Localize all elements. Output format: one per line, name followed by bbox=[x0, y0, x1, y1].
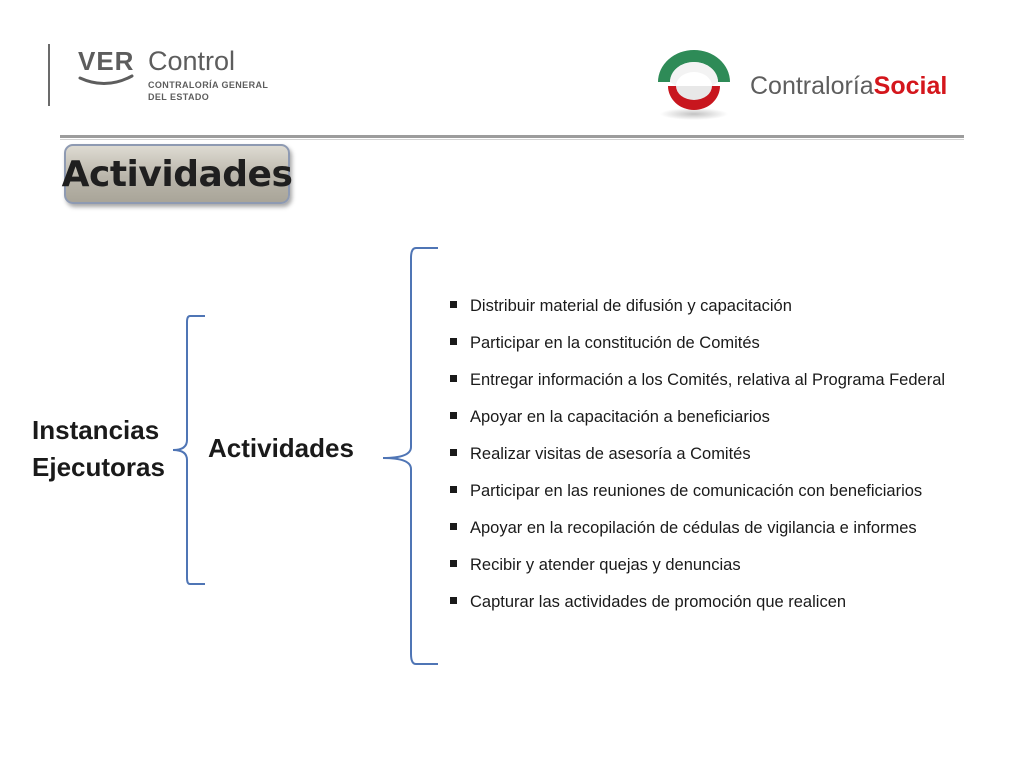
wordmark-part2: Social bbox=[873, 72, 948, 100]
list-item bbox=[450, 406, 945, 443]
square-bullet-icon bbox=[450, 412, 457, 419]
ver-logo-line1: CONTRALORÍA GENERAL bbox=[148, 80, 269, 90]
brace-small bbox=[173, 316, 205, 584]
square-bullet-icon bbox=[450, 560, 457, 567]
activities-list bbox=[450, 295, 945, 628]
list-item bbox=[450, 554, 945, 591]
ver-logo-line2: DEL ESTADO bbox=[148, 92, 210, 102]
list-item bbox=[450, 295, 945, 332]
list-item-text: Distribuir material de difusión y capacitación bbox=[470, 297, 792, 315]
brace-large bbox=[383, 248, 438, 664]
square-bullet-icon bbox=[450, 301, 457, 308]
list-item-text: Apoyar en la recopilación de cédulas de vigilancia e informes bbox=[470, 519, 917, 537]
square-bullet-icon bbox=[450, 338, 457, 345]
list-item-text: Recibir y atender quejas y denuncias bbox=[470, 556, 741, 574]
page-title: Actividades bbox=[61, 153, 293, 195]
list-item bbox=[450, 591, 945, 628]
list-item bbox=[450, 332, 945, 369]
left-label-line2: Ejecutoras bbox=[32, 452, 165, 482]
left-label-line1: Instancias bbox=[32, 415, 160, 445]
square-bullet-icon bbox=[450, 449, 457, 456]
list-item-text: Entregar información a los Comités, relativa al Programa Federal bbox=[470, 371, 946, 389]
ver-logo-word: VER bbox=[78, 46, 135, 76]
square-bullet-icon bbox=[450, 486, 457, 493]
list-item-text: Apoyar en la capacitación a beneficiarios bbox=[470, 408, 770, 426]
list-item bbox=[450, 517, 945, 554]
list-item-text: Capturar las actividades de promoción que realicen bbox=[470, 593, 847, 611]
ver-logo-control: Control bbox=[148, 46, 236, 76]
list-item-text: Participar en las reuniones de comunicación con beneficiarios bbox=[470, 482, 923, 500]
square-bullet-icon bbox=[450, 375, 457, 382]
list-item-text: Realizar visitas de asesoría a Comités bbox=[470, 445, 751, 463]
list-item bbox=[450, 480, 945, 517]
square-bullet-icon bbox=[450, 523, 457, 530]
wordmark-part1: Contraloría bbox=[750, 72, 874, 100]
list-item-text: Participar en la constitución de Comités bbox=[470, 334, 760, 352]
list-item bbox=[450, 443, 945, 480]
square-bullet-icon bbox=[450, 597, 457, 604]
list-item bbox=[450, 369, 945, 406]
middle-label: Actividades bbox=[208, 433, 354, 463]
